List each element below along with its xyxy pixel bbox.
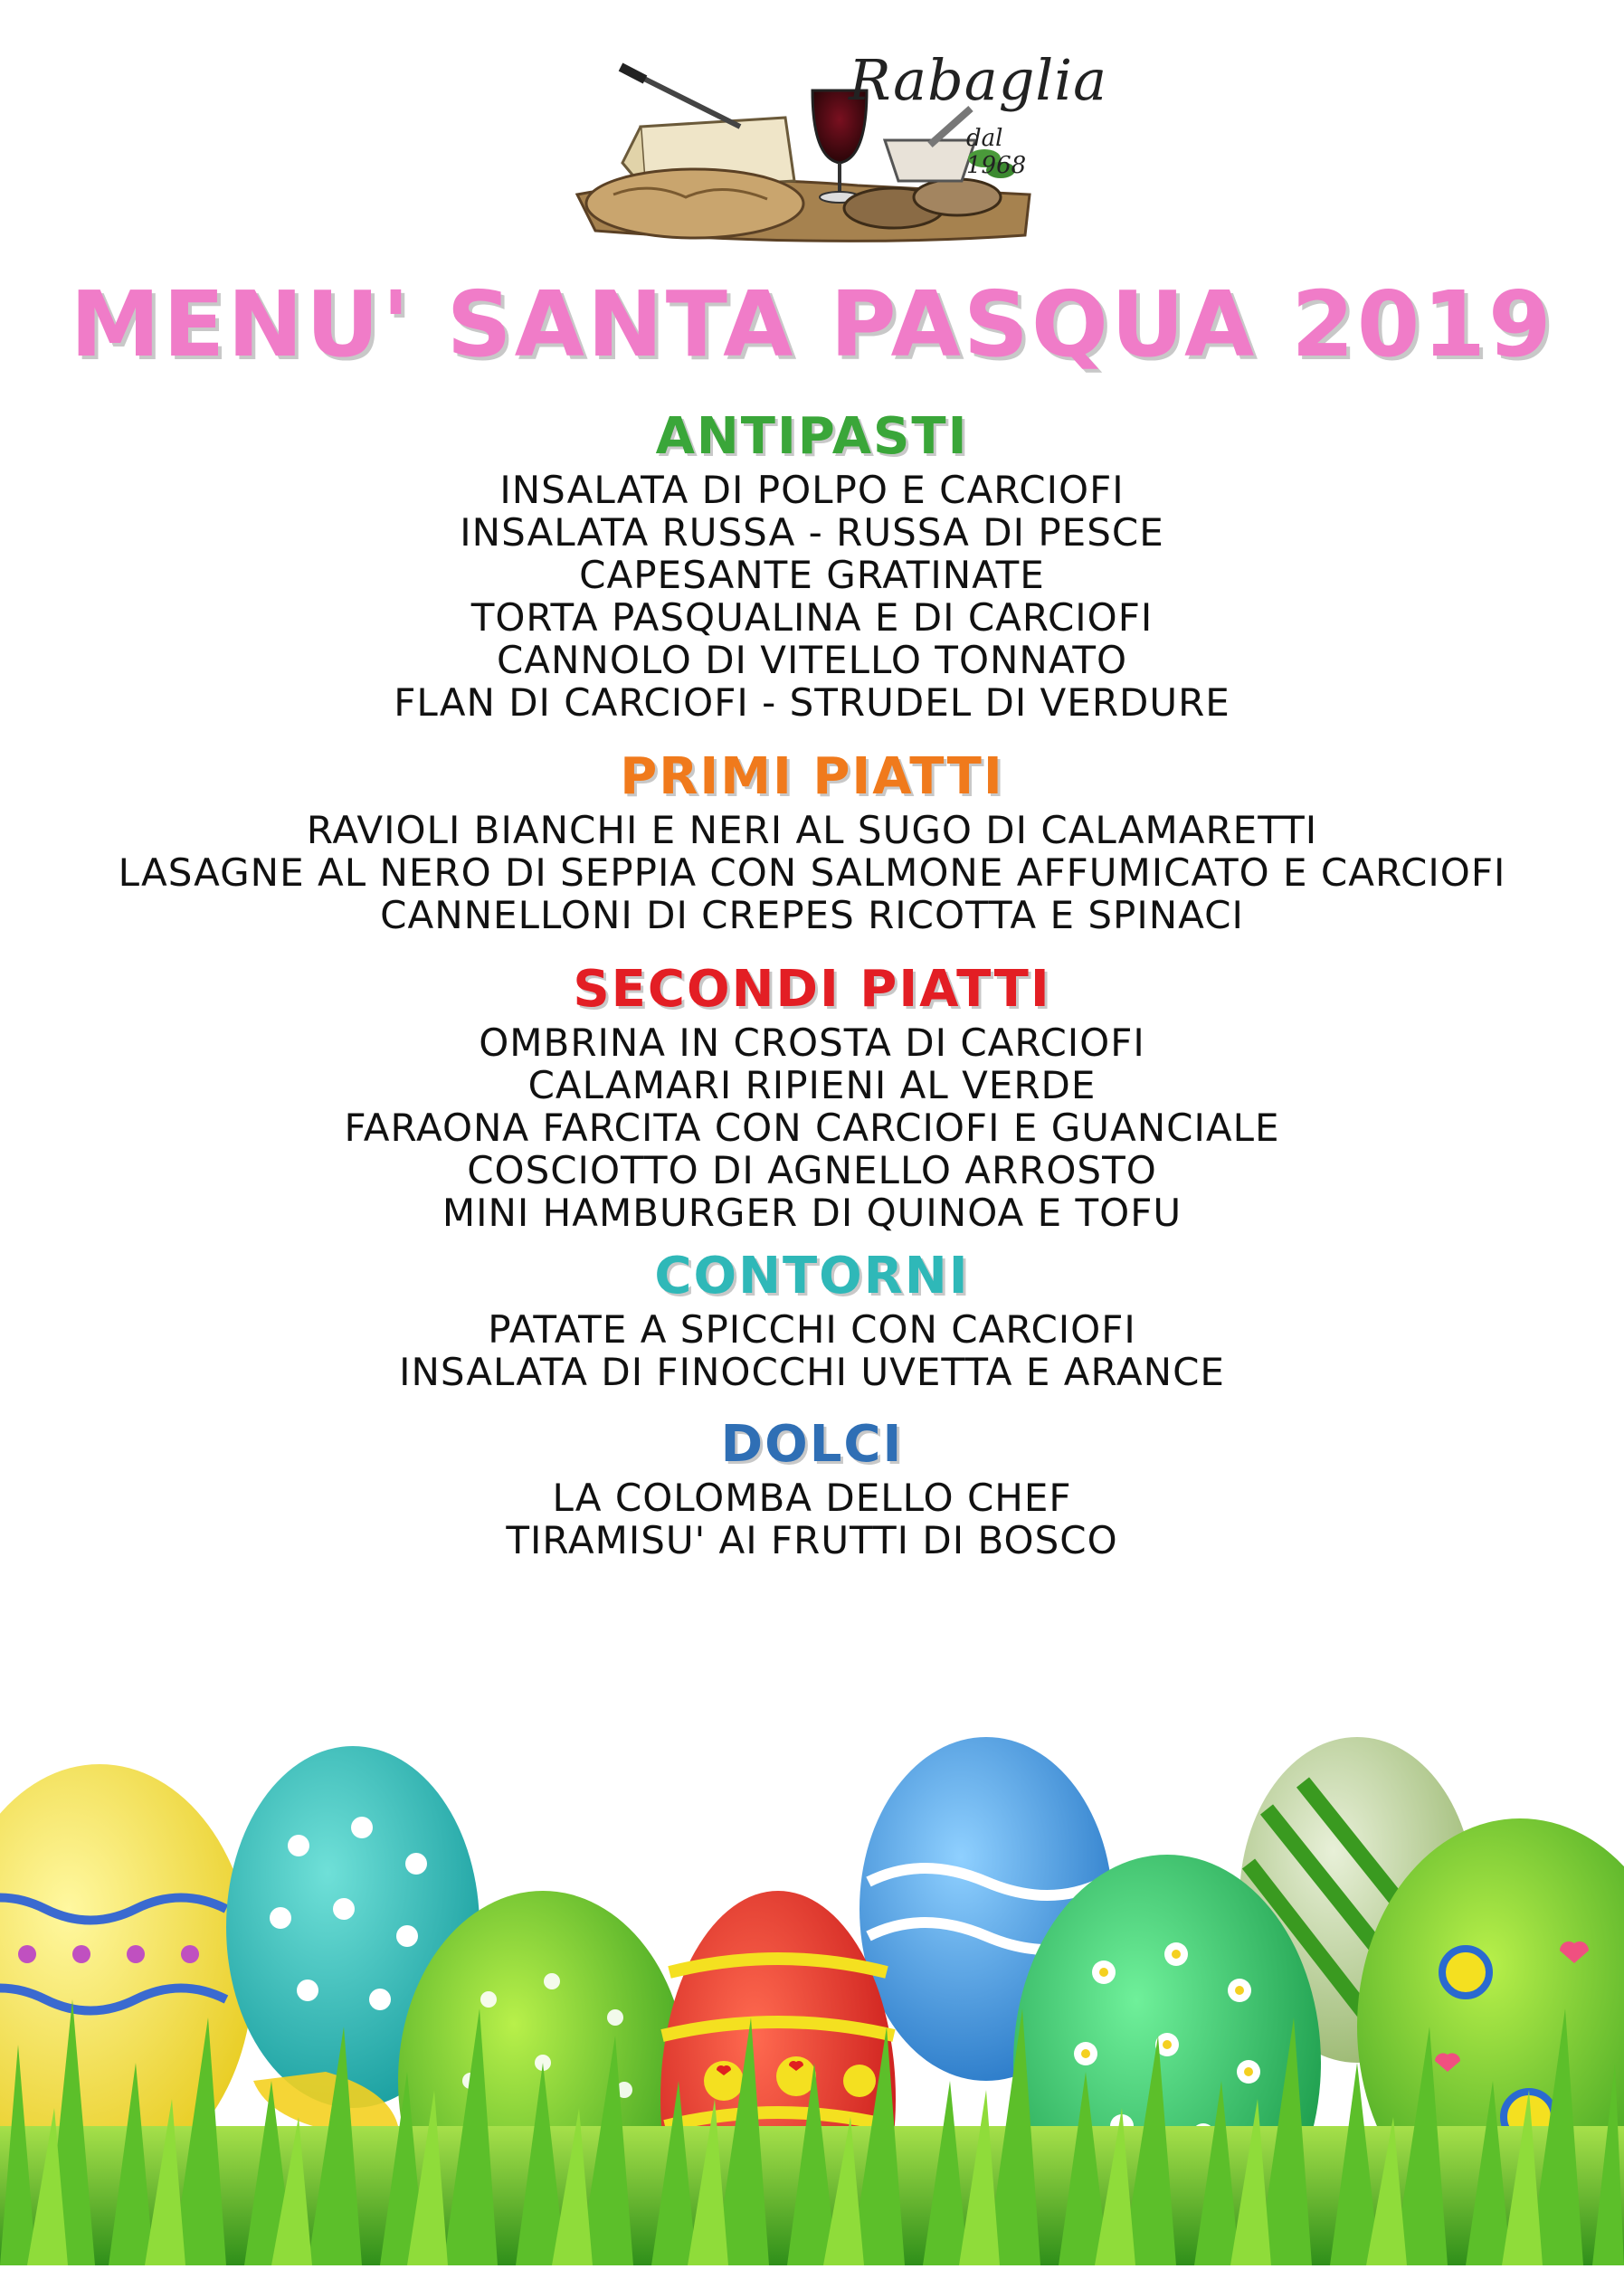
menu-item: TORTA PASQUALINA E DI CARCIOFI [470, 595, 1154, 640]
easter-eggs-grass-illustration [0, 1701, 1624, 2265]
menu-item: FLAN DI CARCIOFI - STRUDEL DI VERDURE [394, 680, 1230, 725]
menu-item: MINI HAMBURGER DI QUINOA E TOFU [442, 1191, 1182, 1235]
section-contorni [0, 1245, 1624, 1393]
menu-item: LASAGNE AL NERO DI SEPPIA CON SALMONE AFFUMICATO E CARCIOFI [118, 850, 1506, 895]
section-antipasti [0, 405, 1624, 724]
restaurant-logo [559, 36, 1108, 262]
menu-item: INSALATA DI FINOCCHI UVETTA E ARANCE [399, 1350, 1225, 1394]
section-title: SECONDI PIATTI [573, 960, 1051, 1019]
brand-since: dal 1968 [966, 125, 1027, 179]
section-dolci [0, 1413, 1624, 1562]
menu-item: TIRAMISU' AI FRUTTI DI BOSCO [506, 1518, 1118, 1562]
menu-item: CANNOLO DI VITELLO TONNATO [496, 638, 1128, 682]
menu-item: INSALATA RUSSA - RUSSA DI PESCE [460, 510, 1164, 555]
menu-item: OMBRINA IN CROSTA DI CARCIOFI [479, 1021, 1145, 1065]
section-title: DOLCI [720, 1415, 904, 1474]
brand-name: Rabaglia [849, 47, 1108, 113]
section-primi-piatti [0, 745, 1624, 936]
menu-sections [0, 405, 1624, 1562]
menu-item: INSALATA DI POLPO E CARCIOFI [499, 468, 1125, 512]
menu-item: CAPESANTE GRATINATE [579, 553, 1045, 597]
menu-title: MENU' SANTA PASQUA 2019 [70, 271, 1554, 377]
menu-item: CALAMARI RIPIENI AL VERDE [527, 1063, 1097, 1107]
section-secondi-piatti [0, 958, 1624, 1234]
menu-item: FARAONA FARCITA CON CARCIOFI E GUANCIALE [344, 1106, 1280, 1150]
menu-item: CANNELLONI DI CREPES RICOTTA E SPINACI [380, 893, 1244, 937]
menu-item: PATATE A SPICCHI CON CARCIOFI [488, 1307, 1136, 1352]
menu-item: LA COLOMBA DELLO CHEF [552, 1476, 1072, 1520]
section-title: ANTIPASTI [655, 407, 969, 466]
section-title: PRIMI PIATTI [620, 747, 1004, 806]
menu-item: RAVIOLI BIANCHI E NERI AL SUGO DI CALAMARETTI [306, 808, 1318, 852]
section-title: CONTORNI [654, 1247, 970, 1305]
menu-item: COSCIOTTO DI AGNELLO ARROSTO [467, 1148, 1157, 1192]
